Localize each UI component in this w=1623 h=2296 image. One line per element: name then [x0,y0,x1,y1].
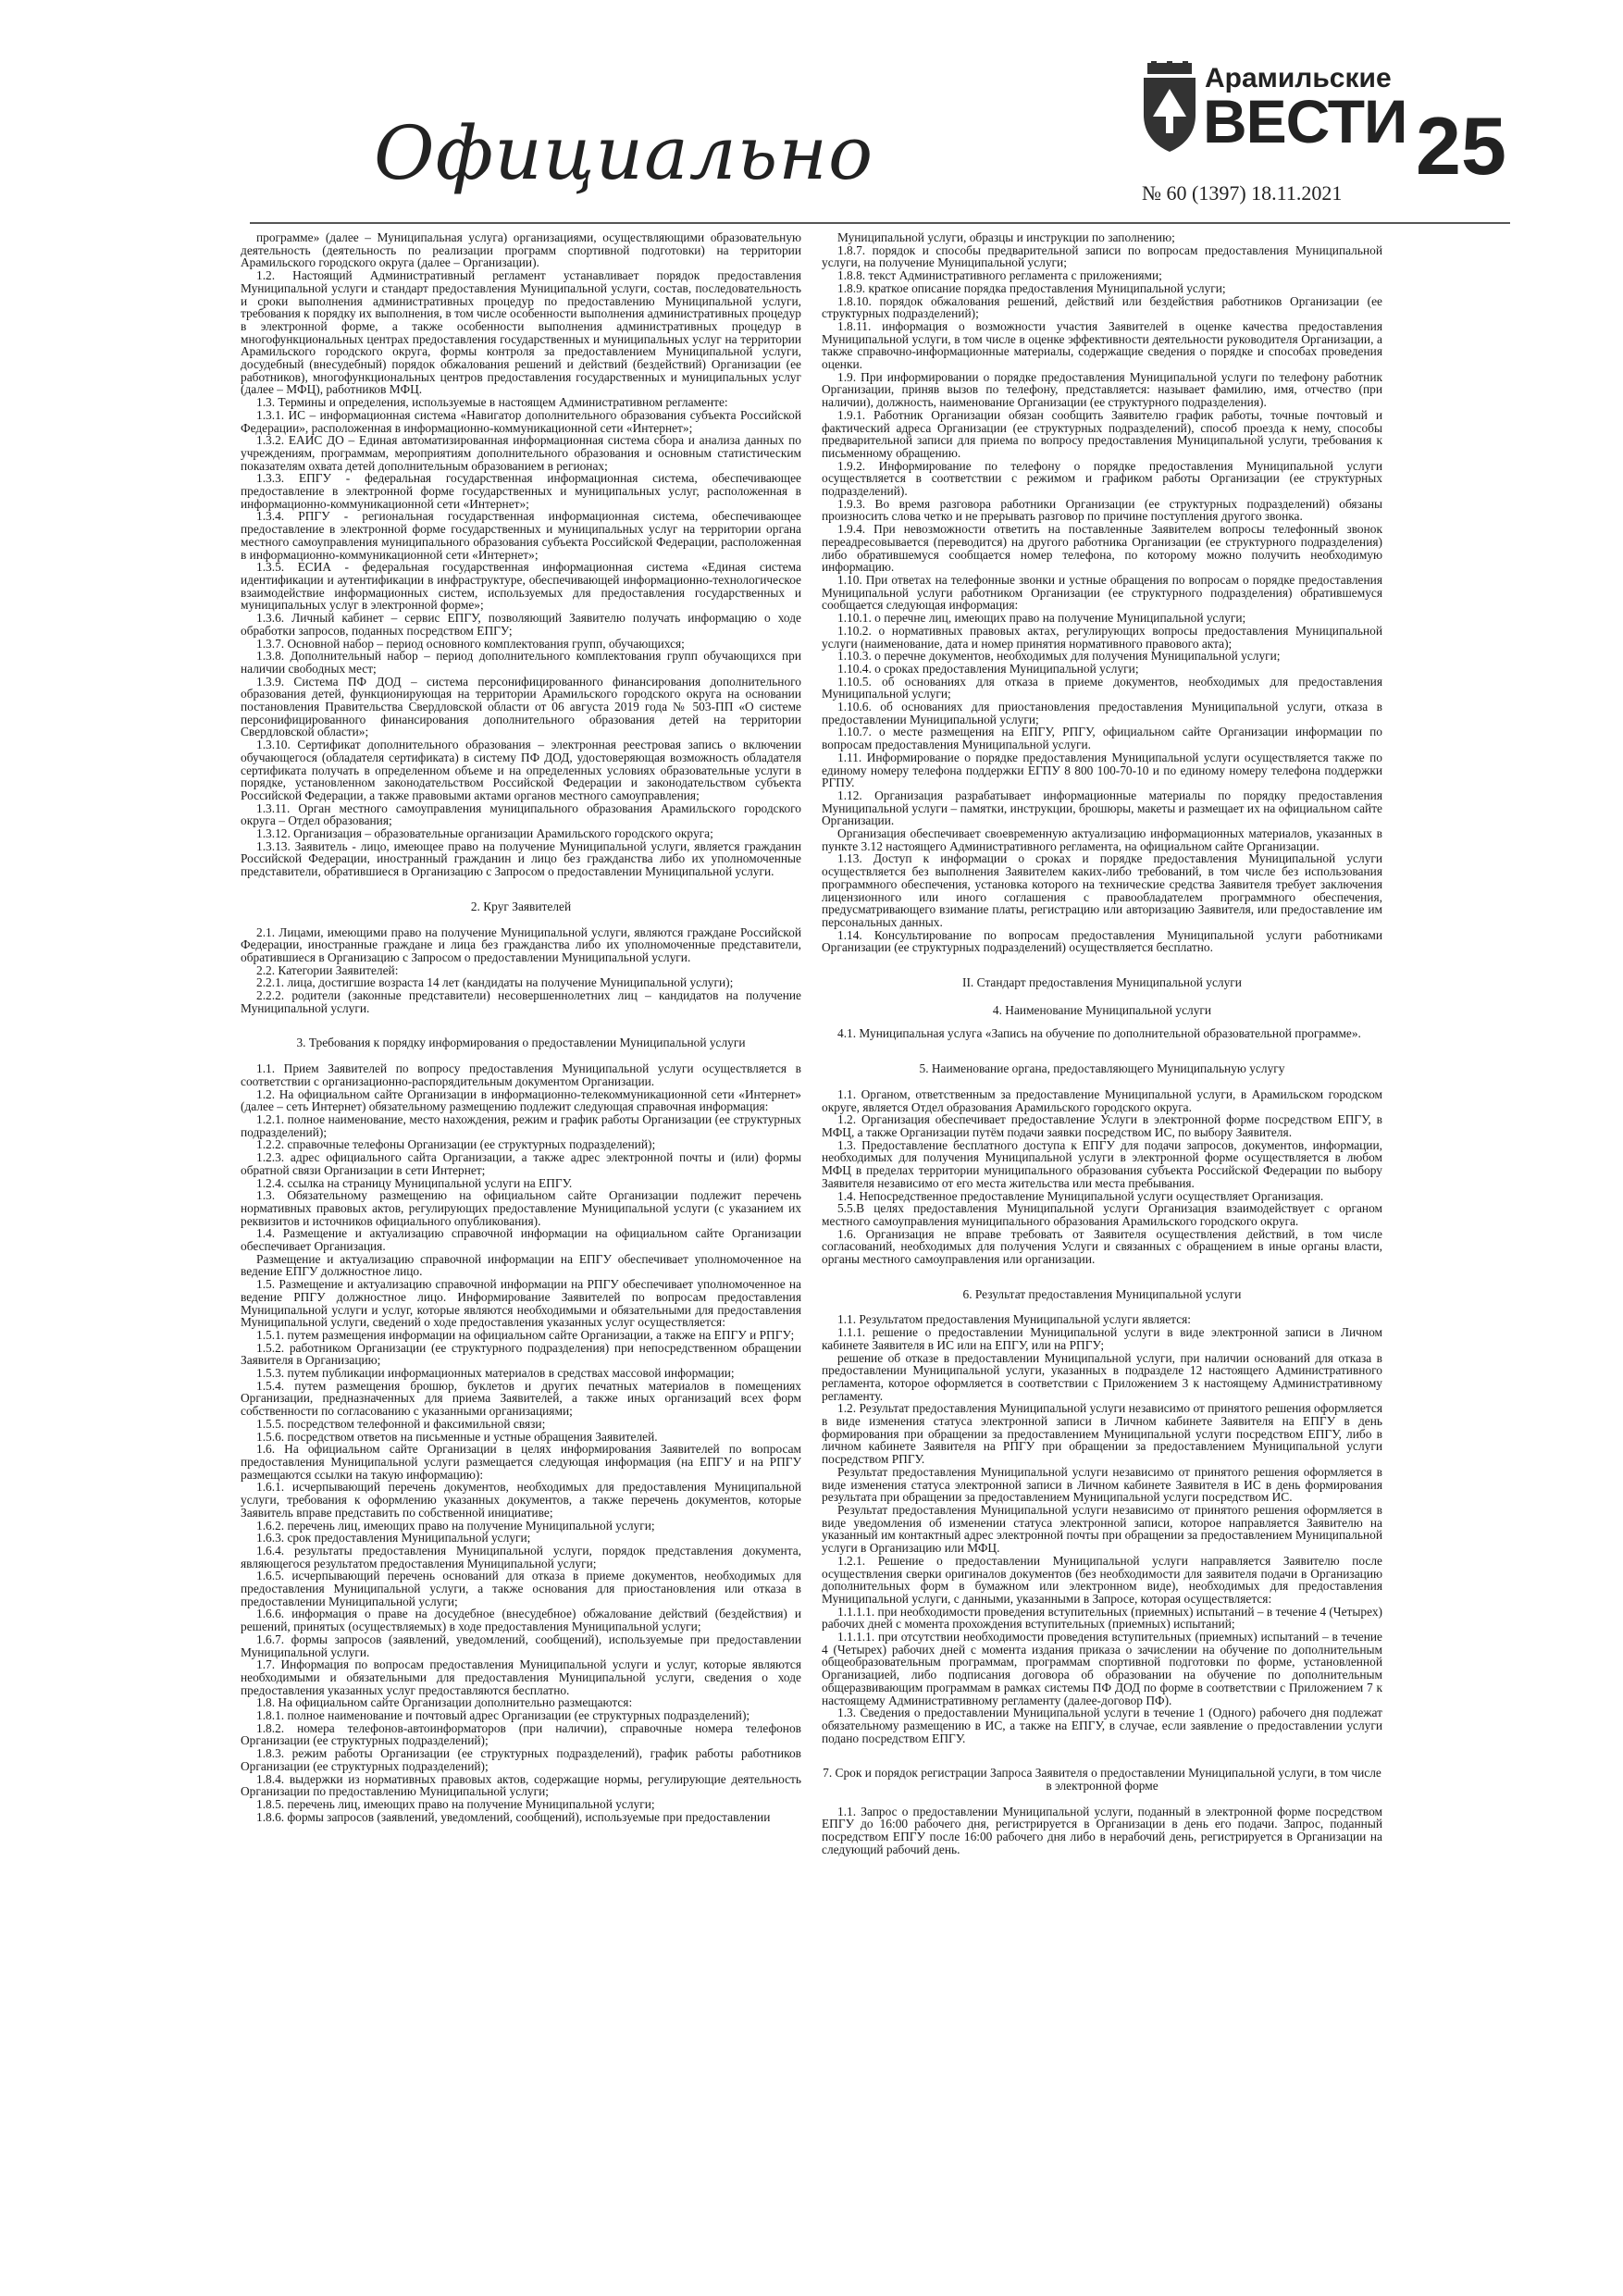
paragraph: 1.3. Предоставление бесплатного доступа к ЕПГУ для подачи запросов, документов, информации, необходимых для получения Муниципальной услуги в электронной форме осуществляется в любом МФЦ в пределах территории муниципального образования субъекта Российской Федерации по выбору Заявителя независимо от его места жительства или места пребывания. [822,1137,1382,1190]
paragraph: 1.8.1. полное наименование и почтовый адрес Организации (ее структурных подразделений); [256,1708,750,1723]
paragraph: 1.3.1. ИС – информационная система «Навигатор дополнительного образования субъекта Российской Федерации», расположенная в информационно-коммуникационной сети «Интернет»; [241,407,801,435]
paragraph: 1.3. Обязательному размещению на официальном сайте Организации подлежит перечень нормативных правовых актов, регулирующих предоставление Муниципальной услуги (с указанием их реквизитов и источников официального опубликования). [241,1188,801,1228]
paragraph: 1.2.1. Решение о предоставлении Муниципальной услуги направляется Заявителю после осуществления сверки оригиналов документов (без необходимости для заявителя подачи в Организацию дополнительных форм в бумажном или электронном виде), необходимых для предоставления Муниципальной услуги, с данными, указанными в Запросе, которая осуществляется: [822,1553,1382,1606]
paragraph: 1.4. Размещение и актуализацию справочной информации на официальном сайте Организации обеспечивает Организация. [241,1226,801,1254]
paragraph: 1.3. Термины и определения, используемые в настоящем Административном регламенте: [256,395,728,410]
paragraph: 1.6.1. исчерпывающий перечень документов, необходимых для предоставления Муниципальной услуги, требования к оформлению указанных документов, а также перечень документов, которые Заявитель вправе представить по собственной инициативе; [241,1480,801,1520]
paragraph: 1.8.9. краткое описание порядка предоставления Муниципальной услуги; [837,280,1226,295]
paragraph: 1.9. При информировании о порядке предоставления Муниципальной услуги по телефону работник Организации, приняв вызов по телефону, представляется: называет фамилию, имя, отчество (при наличии), должность, наименование Организации (ее структурного подразделения). [822,369,1382,410]
paragraph: 2.2. Категории Заявителей: [256,962,399,977]
paragraph: 1.3.7. Основной набор – период основного комплектования групп, обучающихся; [256,636,685,651]
paragraph: 1.2.3. адрес официального сайта Организации, а также адрес электронной почты и (или) формы обратной связи Организации в сети Интернет; [241,1150,801,1177]
paragraph: 1.12. Организация разрабатывает информационные материалы по порядку предоставления Муниципальной услуги – памятки, инструкции, брошюры, макеты и размещает их на официальном сайте Организации. [822,788,1382,828]
coat-of-arms-icon [1140,61,1199,154]
paragraph: 1.9.2. Информирование по телефону о порядке предоставления Муниципальной услуги осуществляется в соответствии с режимом и графиком работы Организации (ее структурных подразделений). [822,458,1382,499]
paragraph: 1.7. Информация по вопросам предоставления Муниципальной услуги и услуг, которые являются необходимыми и обязательными для предоставления Муниципальной услуги, сведения о ходе предоставления указанных услуг предоставляются бесплатно. [241,1657,801,1697]
paragraph: 2.2.1. лица, достигшие возраста 14 лет (кандидаты на получение Муниципальной услуги); [256,975,734,990]
paragraph: 1.2. На официальном сайте Организации в информационно-телекоммуникационной сети «Интернет» (далее – сеть Интернет) обязательному размещению подлежит следующая справочная информация: [241,1086,801,1114]
paragraph: 1.1.1.1. при отсутствии необходимости проведения вступительных (приемных) испытаний – в течение 4 (Четырех) рабочих дней с момента издания приказа о зачислении на обучение по дополнительным общеобразовательным программам, программам спортивной подготовки по форме, установленной Организацией, либо подписания договора об образовании на обучение по дополнительным общеразвивающим программам в рамках системы ПФ ДОД по форме в соответствии с Приложением 7 к настоящему Административному регламенту (далее-договор ПФ). [822,1630,1382,1707]
section-heading: 5. Наименование органа, предоставляющего Муниципальную услугу [919,1061,1285,1076]
paragraph: 1.3.8. Дополнительный набор – период дополнительного комплектования групп обучающихся при наличии свободных мест; [241,649,801,676]
section-heading: 2. Круг Заявителей [470,899,572,913]
paragraph: 1.9.4. При невозможности ответить на поставленные Заявителем вопросы телефонный звонок переадресовывается (переводится) на другого работника Организации (ее структурного подразделения) либо обратившемуся сообщается номер телефона, по которому можно получить необходимую информацию. [822,522,1382,575]
paragraph: 1.10. При ответах на телефонные звонки и устные обращения по вопросам о порядке предоставления Муниципальной услуги работником Организации (ее структурного подразделения) обратившемуся сообщается следующая информация: [822,572,1382,613]
section-title: Официально [374,110,874,196]
paragraph: 1.6.5. исчерпывающий перечень оснований для отказа в приеме документов, необходимых для предоставления Муниципальной услуги, а также основания для приостановления или отказа в предоставлении Муниципальной услуги; [241,1569,801,1608]
paragraph: 1.3.9. Система ПФ ДОД – система персонифицированного финансирования дополнительного образования детей, функционирующая на территории Арамильского городского округа на основании постановления Правительства Свердловской области от 06 августа 2019 года № 503-ПП «О системе персонифицированного финансирования дополнительного образования детей на территории Свердловской области»; [241,674,801,739]
paragraph: 1.6.2. перечень лиц, имеющих право на получение Муниципальной услуги; [256,1518,655,1533]
section-heading: 7. Срок и порядок регистрации Запроса Заявителя о предоставлении Муниципальной услуги, в том числе в электронной форме [823,1766,1381,1793]
paragraph: 1.6. На официальном сайте Организации в целях информирования Заявителей по вопросам предоставления Муниципальной услуги размещается следующая информация (на ЕПГУ и на РПГУ размещаются ссылки на такую информацию): [241,1442,801,1482]
paragraph: Результат предоставления Муниципальной услуги независимо от принятого решения оформляется в виде уведомления об изменении статуса электронной записи, которое направляется Заявителю на указанный им контактный адрес электронной почты при обращении за предоставлением Муниципальной услуги в Организацию или МФЦ. [822,1502,1382,1556]
page-number: 25 [1416,100,1506,192]
paragraph: 1.6.6. информация о праве на досудебное (внесудебное) обжалование действий (бездействия) и решений, принятых (осуществляемых) в ходе предоставления Муниципальной услуги; [241,1607,801,1634]
paragraph: 1.4. Непосредственное предоставление Муниципальной услуги осуществляет Организация. [837,1188,1324,1203]
paragraph: 1.10.1. о перечне лиц, имеющих право на получение Муниципальной услуги; [837,611,1246,626]
paragraph: 1.5.5. посредством телефонной и факсимильной связи; [256,1416,546,1431]
paragraph: 1.10.6. об основаниях для приостановления предоставления Муниципальной услуги, отказа в предоставлении Муниципальной услуги; [822,700,1382,726]
paragraph: 1.13. Доступ к информации о сроках и порядке предоставления Муниципальной услуги осуществляется без выполнения Заявителем каких-либо требований, в том числе без использования программного обеспечения, установка которого на технические средства Заявителя требует заключения лицензионного или иного соглашения с правообладателем программного обеспечения, предусматривающего взимание платы, регистрацию или авторизацию Заявителя, или предоставление им персональных данных. [822,851,1382,929]
paragraph: Организация обеспечивает своевременную актуализацию информационных материалов, указанных в пункте 3.12 настоящего Административного регламента, на официальном сайте Организации. [822,826,1382,853]
paragraph: 1.6.3. срок предоставления Муниципальной услуги; [256,1531,531,1545]
paragraph: 1.3. Сведения о предоставлении Муниципальной услуги в течение 1 (Одного) рабочего дня подлежат обязательному размещению в ИС, а также на ЕПГУ, в случае, если заявление о предоставлении услуги подано посредством ЕПГУ. [822,1706,1382,1745]
paragraph: 1.3.3. ЕПГУ - федеральная государственная информационная система, обеспечивающее предоставление в электронной форме государственных и муниципальных услуг, расположенная в информационно-коммуникационной сети «Интернет»; [241,471,801,511]
paragraph: 1.8.3. режим работы Организации (ее структурных подразделений), график работы работников Организации (ее структурных подразделений); [241,1746,801,1773]
paragraph: 1.8.7. порядок и способы предварительной записи по вопросам предоставления Муниципальной услуги, на получение Муниципальной услуги; [822,242,1382,270]
paragraph: 1.2.4. ссылка на страницу Муниципальной услуги на ЕПГУ. [256,1175,573,1190]
paragraph: 1.5.4. путем размещения брошюр, буклетов и других печатных материалов в помещениях Организации, предназначенных для приема Заявителей, а также иных организаций всех форм собственности по согласованию с указанными организациями; [241,1378,801,1419]
paragraph: 1.3.10. Сертификат дополнительного образования – электронная реестровая запись о включении обучающегося (обладателя сертификата) в систему ПФ ДОД, удостоверяющая возможность обладателя сертификата получать в определенном объеме и на определенных условиях образовательные услуги в порядке, установленном законодательством Российской Федерации и законодательством субъекта Российской Федерации, а также правовыми актами органов местного самоуправления; [241,738,801,802]
section-heading: 4. Наименование Муниципальной услуги [992,1002,1212,1017]
paragraph: 1.5.6. посредством ответов на письменные и устные обращения Заявителей. [256,1429,658,1444]
paragraph: программе» (далее – Муниципальная услуга) организациями, осуществляющими образовательную деятельность (деятельность по реализации программ спортивной подготовки) на территории Арамильского городского округа (далее – Организации). [241,231,801,270]
paragraph: 1.2. Настоящий Административный регламент устанавливает порядок предоставления Муниципальной услуги и стандарт предоставления Муниципальной услуги, состав, последовательность и сроки выполнения административных процедур по предоставлению Муниципальной услуги, требования к порядку их выполнения, в том числе особенности выполнения административных процедур в электронной форме, а также особенности выполнения административных процедур в многофункциональных центрах предоставления государственных и муниципальных услуг на территории Арамильского городского округа, формы контроля за предоставлением Муниципальной услуги, досудебный (внесудебный) порядок обжалования решений и действий (бездействий) Организации (ее работников), многофункциональных центров предоставления государственных и муниципальных услуг (далее – МФЦ), работников МФЦ. [241,268,801,397]
paragraph: 1.8.8. текст Административного регламента с приложениями; [837,268,1162,283]
paragraph: 1.10.3. о перечне документов, необходимых для получения Муниципальной услуги; [837,649,1281,664]
paragraph: 1.1. Запрос о предоставлении Муниципальной услуги, поданный в электронной форме посредством ЕПГУ до 16:00 рабочего дня, регистрируется в Организации в день его подачи. Запрос, поданный посредством ЕПГУ после 16:00 рабочего дня либо в нерабочий день, регистрируется в Организации на следующий рабочий день. [822,1804,1382,1856]
left-text-column [241,231,801,2277]
paragraph: 1.3.11. Орган местного самоуправления муниципального образования Арамильского городского округа – Отдел образования; [241,800,801,828]
paragraph: 1.10.4. о сроках предоставления Муниципальной услуги; [837,661,1139,676]
paragraph: 1.3.13. Заявитель - лицо, имеющее право на получение Муниципальной услуги, является гражданин Российской Федерации, иностранный гражданин и лицо без гражданства либо их уполномоченные представители, обратившиеся в Организацию с Запросом о предоставлении Муниципальной услуги. [241,838,801,879]
paragraph: 1.10.2. о нормативных правовых актах, регулирующих вопросы предоставления Муниципальной услуги (наименование, дата и номер принятия нормативного правового акта); [822,623,1382,651]
header-rule [250,222,1510,224]
paragraph: 1.3.12. Организация – образовательные организации Арамильского городского округа; [256,826,713,841]
paragraph: 5.5.В целях предоставления Муниципальной услуги Организация взаимодействует с органом местного самоуправления муниципального образования Арамильского городского округа. [822,1201,1382,1228]
paragraph: 1.1. Органом, ответственным за предоставление Муниципальной услуги, в Арамильском городском округе, является Отдел образования Арамильского городского округа. [822,1086,1382,1114]
section-heading: 3. Требования к порядку информирования о предоставлении Муниципальной услуги [296,1036,746,1050]
paragraph: Результат предоставления Муниципальной услуги независимо от принятого решения оформляется в виде изменения статуса электронной записи в Личном кабинете Заявителя в ИС в день формирования результата при обращении за предоставлением Муниципальной услуги посредством ИС. [822,1464,1382,1505]
paragraph: 1.6. Организация не вправе требовать от Заявителя осуществления действий, в том числе согласований, необходимых для получения Услуги и связанных с обращением в иные органы власти, органы местного самоуправления или организации. [822,1226,1382,1267]
paragraph: 1.8.6. формы запросов (заявлений, уведомлений, сообщений), используемые при предоставлении [256,1809,771,1824]
paragraph: 1.1.1.1. при необходимости проведения вступительных (приемных) испытаний – в течение 4 (Четырех) рабочих дней с момента прохождения вступительных (приемных) испытаний; [822,1604,1382,1632]
logo-top-text: Арамильские [1205,63,1392,93]
paragraph: 2.1. Лицами, имеющими право на получение Муниципальной услуги, являются граждане Российской Федерации, иностранные граждане и лица без гражданства либо их уполномоченные представители, обратившиеся в Организацию с Запросом о предоставлении Муниципальной услуги. [241,925,801,964]
paragraph: 1.3.2. ЕАИС ДО – Единая автоматизированная информационная система сбора и анализа данных по учреждениям, программам, мероприятиям дополнительного образования и основным статистическим показателям охвата детей дополнительным образованием в регионах; [241,433,801,473]
logo-main-text: ВЕСТИ [1203,87,1407,155]
paragraph: 1.5. Размещение и актуализацию справочной информации на РПГУ обеспечивает уполномоченное на ведение РПГУ должностное лицо. Информирование Заявителей по вопросам предоставления Муниципальной услуги и услуг, которые являются необходимыми и обязательными для предоставления Муниципальной услуги, сведений о ходе предоставления указанных услуг осуществляется: [241,1277,801,1330]
paragraph: 1.6.4. результаты предоставления Муниципальной услуги, порядок представления документа, являющегося результатом предоставления Муниципальной услуги; [241,1543,801,1570]
paragraph: 1.3.6. Личный кабинет – сервис ЕПГУ, позволяющий Заявителю получать информацию о ходе обработки запросов, поданных посредством ЕПГУ; [241,611,801,638]
paragraph: 4.1. Муниципальная услуга «Запись на обучение по дополнительной образовательной программе». [837,1026,1361,1041]
right-text-column [822,231,1382,2277]
paragraph: 1.1. Результатом предоставления Муниципальной услуги является: [837,1312,1192,1327]
section-heading: II. Стандарт предоставления Муниципальной услуги [962,975,1242,990]
page-header [0,0,1623,231]
paragraph: 1.8.10. порядок обжалования решений, действий или бездействия работников Организации (ее структурных подразделений); [822,293,1382,321]
paragraph: 1.8. На официальном сайте Организации дополнительно размещаются: [256,1695,633,1710]
paragraph: 1.8.4. выдержки из нормативных правовых актов, содержащие нормы, регулирующие деятельность Организации по предоставлению Муниципальной услуги; [241,1771,801,1799]
paragraph: 1.3.4. РПГУ - региональная государственная информационная система, обеспечивающее предоставление в электронной форме государственных и муниципальных услуг на территории органа местного самоуправления муниципального образования субъекта Российской Федерации, расположенная в информационно-коммуникационной сети «Интернет»; [241,509,801,562]
paragraph: 1.8.2. номера телефонов-автоинформаторов (при наличии), справочные номера телефонов Организации (ее структурных подразделений); [241,1720,801,1748]
paragraph: решение об отказе в предоставлении Муниципальной услуги, при наличии оснований для отказа в предоставлении Муниципальной услуги, указанных в подразделе 12 настоящего Административного регламента, которое оформляется в соответствии с Приложением 3 к настоящему Административному регламенту. [822,1350,1382,1403]
paragraph: 1.3.5. ЕСИА - федеральная государственная информационная система «Единая система идентификации и аутентификации в инфраструктуре, обеспечивающей информационно-технологическое взаимодействие информационных систем, используемых для предоставления государственных и муниципальных услуг в электронной форме»; [241,560,801,613]
paragraph: Размещение и актуализацию справочной информации на ЕПГУ обеспечивает уполномоченное на ведение ЕПГУ должностное лицо. [241,1251,801,1279]
paragraph: 1.2. Организация обеспечивает предоставление Услуги в электронной форме посредством ЕПГУ, в МФЦ, а также Организации путём подачи заявки посредством ИС, по выбору Заявителя. [822,1112,1382,1139]
paragraph: 1.9.3. Во время разговора работники Организации (ее структурных подразделений) обязаны произносить слова четко и не прерывать разговор по причине поступления другого звонка. [822,496,1382,524]
issue-info: № 60 (1397) 18.11.2021 [1142,181,1343,205]
paragraph: 1.11. Информирование о порядке предоставления Муниципальной услуги осуществляется также по единому номеру телефона поддержки ЕГПУ 8 800 100-70-10 и по единому номеру телефона поддержки РГПУ. [822,750,1382,790]
newspaper-logo [1140,56,1407,176]
paragraph: 1.1.1. решение о предоставлении Муниципальной услуги в виде электронной записи в Личном кабинете Заявителя в ИС или на ЕПГУ, или на РПГУ; [822,1325,1382,1352]
paragraph: 1.5.3. путем публикации информационных материалов в средствах массовой информации; [256,1366,735,1381]
paragraph: 1.1. Прием Заявителей по вопросу предоставления Муниципальной услуги осуществляется в соответствии с организационно-распорядительным документом Организации. [241,1061,801,1088]
paragraph: 1.2.2. справочные телефоны Организации (ее структурных подразделений); [256,1137,656,1152]
paragraph: 1.9.1. Работник Организации обязан сообщить Заявителю график работы, точные почтовый и фактический адреса Организации (ее структурных подразделений), способ проезда к нему, способы предварительной записи для приема по вопросу предоставления Муниципальной услуги, требования к письменному обращению. [822,407,1382,460]
paragraph: 1.2.1. полное наименование, место нахождения, режим и график работы Организации (ее структурных подразделений); [241,1112,801,1139]
paragraph: 1.5.2. работником Организации (ее структурного подразделения) при непосредственном обращении Заявителя в Организацию; [241,1340,801,1368]
paragraph: 1.2. Результат предоставления Муниципальной услуги независимо от принятого решения оформляется в виде изменения статуса электронной записи в Личном кабинете Заявителя на ЕПГУ в день формирования при обращении за предоставлением Муниципальной услуги посредством ЕПГУ, либо в личном кабинете Заявителя на РПГУ при обращении за предоставлением Муниципальной услуги посредством РПГУ. [822,1401,1382,1467]
paragraph: Муниципальной услуги, образцы и инструкции по заполнению; [837,231,1175,244]
paragraph: 1.8.5. перечень лиц, имеющих право на получение Муниципальной услуги; [256,1796,655,1811]
paragraph: 1.8.11. информация о возможности участия Заявителей в оценке качества предоставления Муниципальной услуги, в том числе в оценке эффективности деятельности руководителя Организации, а также справочно-информационные материалы, содержащие сведения о порядке и способах проведения оценки. [822,318,1382,372]
paragraph: 1.14. Консультирование по вопросам предоставления Муниципальной услуги работниками Организации (ее структурных подразделений) осуществляется бесплатно. [822,927,1382,955]
paragraph: 1.10.7. о месте размещения на ЕПГУ, РПГУ, официальном сайте Организации информации по вопросам предоставления Муниципальной услуги. [822,725,1382,752]
paragraph: 1.10.5. об основаниях для отказа в приеме документов, необходимых для предоставления Муниципальной услуги; [822,674,1382,701]
paragraph: 1.6.7. формы запросов (заявлений, уведомлений, сообщений), используемые при предоставлении Муниципальной услуги. [241,1632,801,1659]
paragraph: 1.5.1. путем размещения информации на официальном сайте Организации, а также на ЕПГУ и РПГУ; [256,1327,795,1342]
section-heading: 6. Результат предоставления Муниципальной услуги [962,1286,1242,1301]
paragraph: 2.2.2. родители (законные представители) несовершеннолетних лиц – кандидатов на получение Муниципальной услуги. [241,988,801,1015]
